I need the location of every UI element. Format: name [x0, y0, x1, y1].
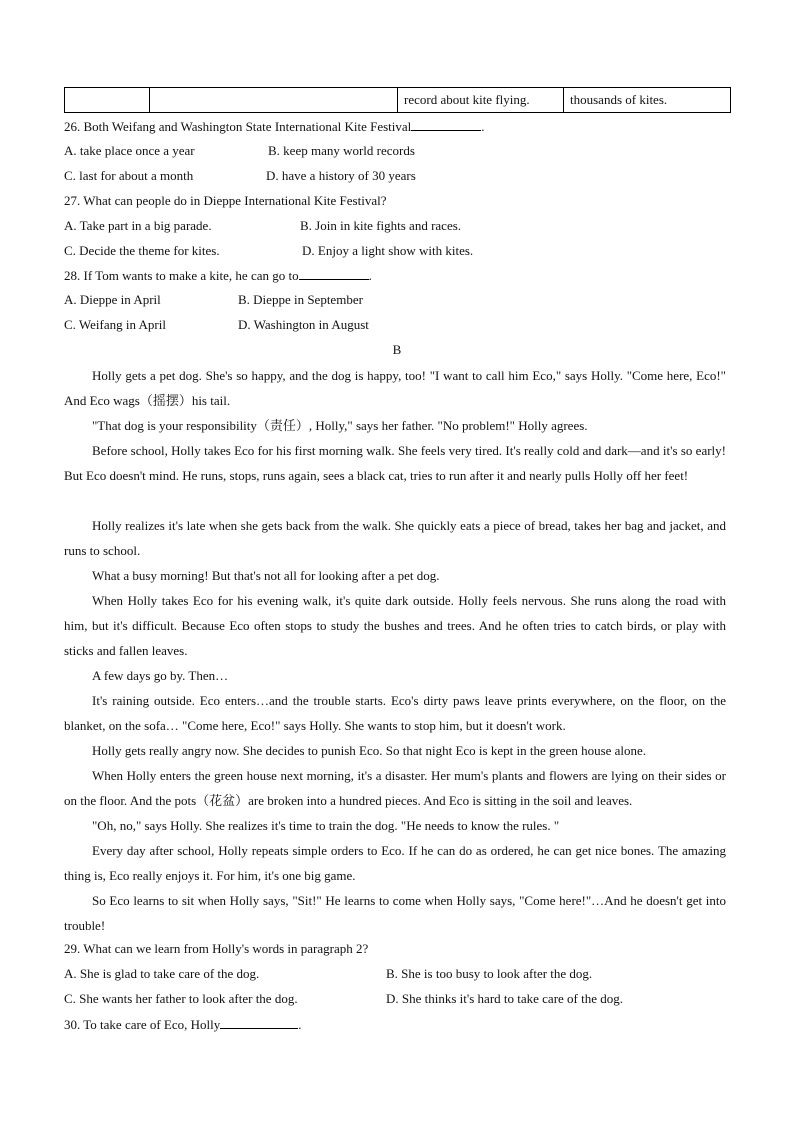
question-stem: 27. What can people do in Dieppe International Kite Festival?: [64, 193, 387, 208]
passage-paragraph: A few days go by. Then…: [92, 668, 229, 683]
passage-paragraph: What a busy morning! But that's not all for looking after a pet dog.: [92, 568, 440, 583]
option-a: A. take place once a year: [64, 143, 195, 158]
option-d: D. She thinks it's hard to take care of the dog.: [386, 991, 624, 1006]
option-c: C. Weifang in April: [64, 317, 166, 332]
option-c: C. Decide the theme for kites.: [64, 243, 220, 258]
option-c: C. last for about a month: [64, 168, 194, 183]
question-stem: 29. What can we learn from Holly's words in paragraph 2?: [64, 941, 369, 956]
table-cell: thousands of kites.: [564, 88, 731, 113]
option-a: A. Dieppe in April: [64, 292, 161, 307]
option-c: C. She wants her father to look after the dog.: [64, 991, 298, 1006]
passage-paragraph: Every day after school, Holly repeats simple orders to Eco. If he can do as ordered, he can get nice bones. The amazing thing is, Eco really enjoys it. For him, it's one big game.: [64, 843, 726, 883]
passage-paragraph: Holly realizes it's late when she gets back from the walk. She quickly eats a piece of bread, takes her bag and jacket, and runs to school.: [64, 518, 726, 558]
question-end: .: [298, 1017, 302, 1032]
question-stem: 30. To take care of Eco, Holly: [64, 1017, 221, 1032]
passage-paragraph: It's raining outside. Eco enters…and the trouble starts. Eco's dirty paws leave prints everywhere, on the floor, on the blanket, on the sofa… "Come here, Eco!" says Holly. She wants to stop him, but it doesn't work.: [64, 693, 726, 733]
option-d: D. Enjoy a light show with kites.: [302, 243, 474, 258]
passage-paragraph: When Holly takes Eco for his evening walk, it's quite dark outside. Holly feels nervous. She runs along the road with him, but it's difficult. Because Eco often stops to study the bushes and trees. And he often tries to catch birds, or play with sticks and fallen leaves.: [64, 593, 726, 658]
question-end: .: [368, 268, 372, 283]
passage-paragraph: When Holly enters the green house next morning, it's a disaster. Her mum's plants and flowers are lying on their sides or on the floor. And the pots（花盆）are broken into a hundred pieces. And Eco is sitting in the soil and leaves.: [64, 768, 726, 808]
option-a: A. She is glad to take care of the dog.: [64, 966, 260, 981]
answer-blank[interactable]: [411, 117, 481, 131]
passage-paragraph: "That dog is your responsibility（责任）, Holly," says her father. "No problem!" Holly agrees.: [92, 418, 588, 433]
option-b: B. Join in kite fights and races.: [300, 218, 462, 233]
answer-blank[interactable]: [299, 266, 369, 280]
option-a: A. Take part in a big parade.: [64, 218, 212, 233]
option-d: D. have a history of 30 years: [266, 168, 416, 183]
option-b: B. She is too busy to look after the dog.: [386, 966, 593, 981]
option-d: D. Washington in August: [238, 317, 369, 332]
passage-paragraph: "Oh, no," says Holly. She realizes it's time to train the dog. "He needs to know the rules. ": [92, 818, 560, 833]
question-29: [64, 940, 368, 958]
question-stem: 28. If Tom wants to make a kite, he can go to: [64, 268, 299, 283]
question-stem: 26. Both Weifang and Washington State International Kite Festival: [64, 119, 412, 134]
option-b: B. Dieppe in September: [238, 292, 363, 307]
passage-paragraph: Holly gets really angry now. She decides to punish Eco. So that night Eco is kept in the green house alone.: [92, 743, 647, 758]
question-26: [64, 117, 485, 136]
table-row: [65, 88, 731, 113]
question-end: .: [481, 119, 485, 134]
table-cell: [65, 88, 150, 113]
question-30: [64, 1015, 302, 1034]
passage-paragraph: Before school, Holly takes Eco for his first morning walk. She feels very tired. It's really cold and dark—and it's so early! But Eco doesn't mind. He runs, stops, runs again, sees a black cat, tries to run after it and nearly pulls Holly off her feet!: [64, 443, 726, 483]
table-cell: [150, 88, 398, 113]
passage-paragraph: So Eco learns to sit when Holly says, "Sit!" He learns to come when Holly says, "Come here!"…And he doesn't get into trouble!: [64, 893, 726, 933]
question-28: [64, 266, 372, 285]
section-title: B: [392, 342, 402, 357]
passage-paragraph: Holly gets a pet dog. She's so happy, and the dog is happy, too! "I want to call him Eco," says Holly. "Come here, Eco!" And Eco wags（摇摆）his tail.: [64, 368, 726, 408]
option-b: B. keep many world records: [268, 143, 415, 158]
table-cell: record about kite flying.: [398, 88, 564, 113]
kite-festival-table: [64, 87, 731, 113]
question-27: [64, 192, 387, 210]
answer-blank[interactable]: [220, 1015, 298, 1029]
